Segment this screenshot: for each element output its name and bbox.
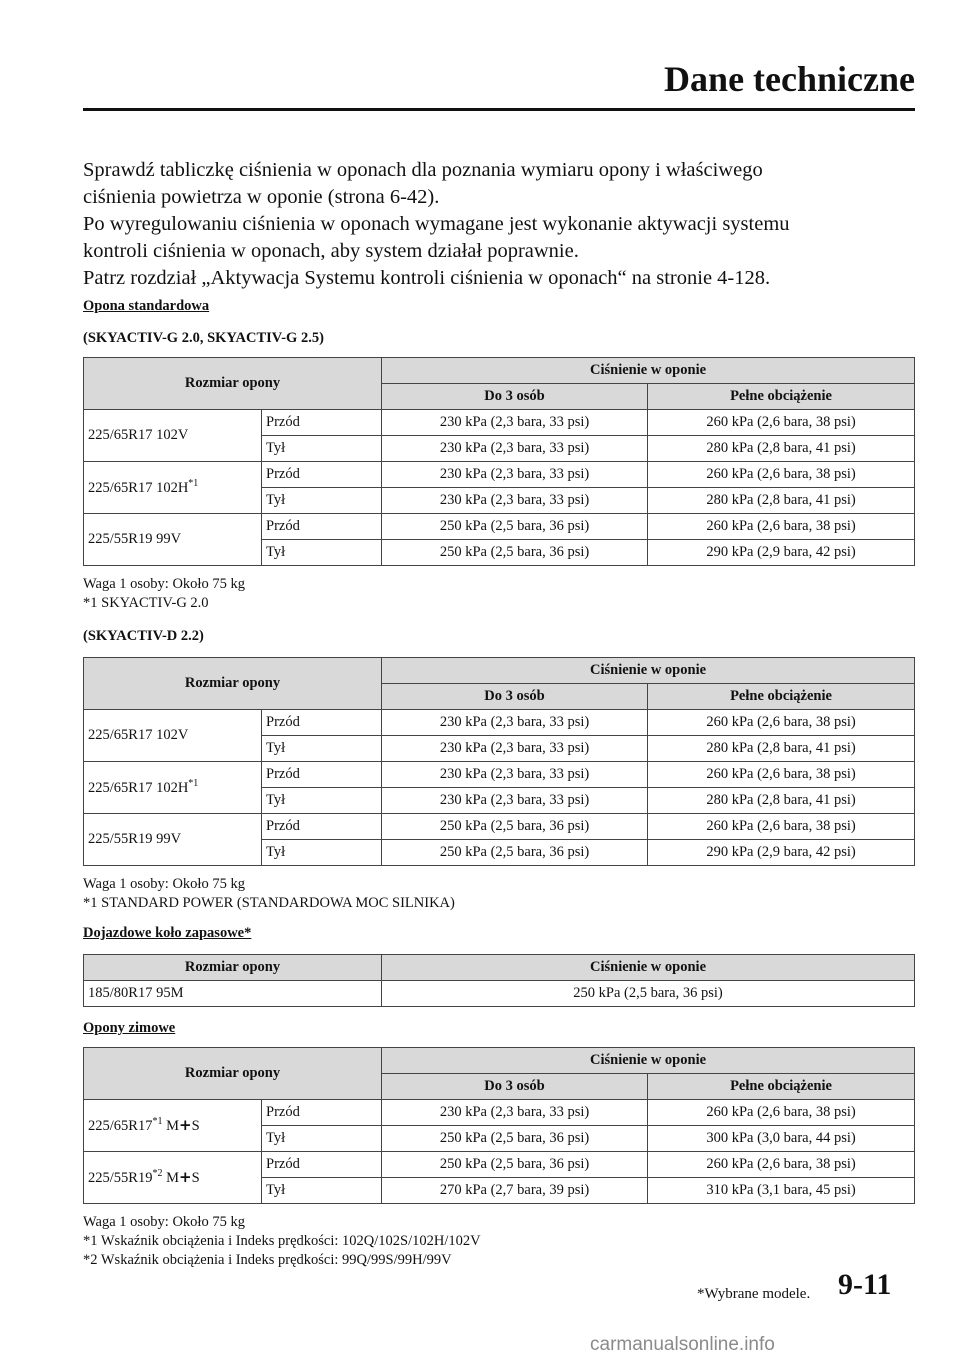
position-rear: Tył [262, 736, 382, 762]
position-rear: Tył [262, 436, 382, 462]
pressure-value: 250 kPa (2,5 bara, 36 psi) [382, 840, 648, 866]
pressure-value: 260 kPa (2,6 bara, 38 psi) [648, 762, 915, 788]
pressure-value: 230 kPa (2,3 bara, 33 psi) [382, 410, 648, 436]
position-front: Przód [262, 462, 382, 488]
position-front: Przód [262, 710, 382, 736]
mud-snow-mark: M+S [166, 1116, 200, 1134]
position-front: Przód [262, 410, 382, 436]
pressure-value: 230 kPa (2,3 bara, 33 psi) [382, 788, 648, 814]
notes-petrol [83, 575, 245, 613]
intro-line: Patrz rozdział „Aktywacja Systemu kontroli ciśnienia w oponach“ na stronie 4-128. [83, 267, 771, 289]
tire-size: 225/55R19$^{*2}$ M+S [84, 1152, 262, 1204]
pressure-value: 230 kPa (2,3 bara, 33 psi) [382, 736, 648, 762]
pressure-value: 250 kPa (2,5 bara, 36 psi) [382, 1126, 648, 1152]
header-divider [83, 108, 915, 111]
page-number: 9-11 [838, 1268, 892, 1301]
col-header-3-persons: Do 3 osób [382, 1074, 648, 1100]
position-rear: Tył [262, 840, 382, 866]
pressure-value: 310 kPa (3,1 bara, 45 psi) [648, 1178, 915, 1204]
table-row [84, 462, 915, 488]
pressure-value: 250 kPa (2,5 bara, 36 psi) [382, 540, 648, 566]
note-line: Waga 1 osoby: Około 75 kg [83, 576, 245, 592]
section-subtitle-diesel: (SKYACTIV-D 2.2) [83, 628, 204, 644]
table-row [84, 410, 915, 436]
tire-size: 225/65R17$^{*1}$ M+S [84, 1100, 262, 1152]
note-line: *1 STANDARD POWER (STANDARDOWA MOC SILNIKA) [83, 895, 455, 911]
pressure-value: 260 kPa (2,6 bara, 38 psi) [648, 814, 915, 840]
section-title-winter: Opony zimowe [83, 1020, 176, 1036]
position-rear: Tył [262, 788, 382, 814]
position-front: Przód [262, 1152, 382, 1178]
pressure-value: 260 kPa (2,6 bara, 38 psi) [648, 462, 915, 488]
col-header-full-load: Pełne obciążenie [648, 684, 915, 710]
pressure-value: 230 kPa (2,3 bara, 33 psi) [382, 1100, 648, 1126]
col-header-full-load: Pełne obciążenie [648, 1074, 915, 1100]
col-header-pressure: Ciśnienie w oponie [382, 358, 915, 384]
pressure-value: 250 kPa (2,5 bara, 36 psi) [382, 1152, 648, 1178]
table-row [84, 1152, 915, 1178]
table-row [84, 710, 915, 736]
tire-size: 225/55R19 99V [84, 814, 262, 866]
pressure-table-winter [83, 1047, 915, 1204]
position-rear: Tył [262, 1126, 382, 1152]
pressure-value: 270 kPa (2,7 bara, 39 psi) [382, 1178, 648, 1204]
note-line: Waga 1 osoby: Około 75 kg [83, 1214, 245, 1230]
tire-size: 225/55R19 99V [84, 514, 262, 566]
note-line: *1 Wskaźnik obciążenia i Indeks prędkości: 102Q/102S/102H/102V [83, 1233, 481, 1249]
position-front: Przód [262, 762, 382, 788]
pressure-value: 260 kPa (2,6 bara, 38 psi) [648, 410, 915, 436]
table-row [84, 814, 915, 840]
col-header-3-persons: Do 3 osób [382, 384, 648, 410]
pressure-value: 280 kPa (2,8 bara, 41 psi) [648, 436, 915, 462]
pressure-value: 260 kPa (2,6 bara, 38 psi) [648, 514, 915, 540]
pressure-value: 260 kPa (2,6 bara, 38 psi) [648, 1100, 915, 1126]
note-line: Waga 1 osoby: Około 75 kg [83, 876, 245, 892]
table-row [84, 514, 915, 540]
col-header-size: Rozmiar opony [84, 658, 382, 710]
pressure-value: 280 kPa (2,8 bara, 41 psi) [648, 736, 915, 762]
pressure-value: 290 kPa (2,9 bara, 42 psi) [648, 540, 915, 566]
position-rear: Tył [262, 1178, 382, 1204]
pressure-value: 230 kPa (2,3 bara, 33 psi) [382, 436, 648, 462]
section-subtitle-petrol: (SKYACTIV-G 2.0, SKYACTIV-G 2.5) [83, 330, 324, 346]
table-row [84, 762, 915, 788]
page-title: Dane techniczne [664, 59, 915, 99]
pressure-table-diesel [83, 657, 915, 866]
col-header-size: Rozmiar opony [84, 1048, 382, 1100]
position-front: Przód [262, 814, 382, 840]
intro-text [83, 157, 923, 292]
table-row [84, 1100, 915, 1126]
intro-line: Po wyregulowaniu ciśnienia w oponach wymagane jest wykonanie aktywacji systemu [83, 213, 790, 235]
section-title-standard: Opona standardowa [83, 298, 210, 314]
col-header-pressure: Ciśnienie w oponie [382, 955, 915, 981]
tire-size: 225/65R17 $102H^{*1}$ [84, 762, 262, 814]
pressure-value: 300 kPa (3,0 bara, 44 psi) [648, 1126, 915, 1152]
pressure-value: 230 kPa (2,3 bara, 33 psi) [382, 762, 648, 788]
pressure-value: 280 kPa (2,8 bara, 41 psi) [648, 788, 915, 814]
col-header-size: Rozmiar opony [84, 955, 382, 981]
pressure-value: 250 kPa (2,5 bara, 36 psi) [382, 814, 648, 840]
col-header-size: Rozmiar opony [84, 358, 382, 410]
position-front: Przód [262, 514, 382, 540]
mud-snow-mark: M+S [166, 1168, 200, 1186]
watermark: carmanualsonline.info [590, 1334, 775, 1355]
pressure-table-petrol [83, 357, 915, 566]
tire-size: 225/65R17 102V [84, 710, 262, 762]
position-front: Przód [262, 1100, 382, 1126]
pressure-value: 290 kPa (2,9 bara, 42 psi) [648, 840, 915, 866]
notes-diesel [83, 875, 455, 913]
pressure-value: 250 kPa (2,5 bara, 36 psi) [382, 981, 915, 1007]
pressure-value: 280 kPa (2,8 bara, 41 psi) [648, 488, 915, 514]
intro-line: ciśnienia powietrza w oponie (strona 6-42). [83, 186, 440, 208]
intro-line: kontroli ciśnienia w oponach, aby system działał poprawnie. [83, 240, 579, 262]
pressure-value: 230 kPa (2,3 bara, 33 psi) [382, 710, 648, 736]
footer-note: *Wybrane modele. [697, 1286, 811, 1302]
position-rear: Tył [262, 488, 382, 514]
pressure-value: 230 kPa (2,3 bara, 33 psi) [382, 462, 648, 488]
section-title-spare: Dojazdowe koło zapasowe* [83, 925, 252, 941]
tire-size: 185/80R17 95M [84, 981, 382, 1007]
intro-line: Sprawdź tabliczkę ciśnienia w oponach dla poznania wymiaru opony i właściwego [83, 159, 763, 181]
pressure-value: 230 kPa (2,3 bara, 33 psi) [382, 488, 648, 514]
note-line: *1 SKYACTIV-G 2.0 [83, 595, 209, 611]
col-header-pressure: Ciśnienie w oponie [382, 1048, 915, 1074]
col-header-pressure: Ciśnienie w oponie [382, 658, 915, 684]
col-header-full-load: Pełne obciążenie [648, 384, 915, 410]
note-line: *2 Wskaźnik obciążenia i Indeks prędkości: 99Q/99S/99H/99V [83, 1252, 452, 1268]
pressure-value: 250 kPa (2,5 bara, 36 psi) [382, 514, 648, 540]
pressure-table-spare [83, 954, 915, 1007]
col-header-3-persons: Do 3 osób [382, 684, 648, 710]
table-row [84, 981, 915, 1007]
pressure-value: 260 kPa (2,6 bara, 38 psi) [648, 710, 915, 736]
pressure-value: 260 kPa (2,6 bara, 38 psi) [648, 1152, 915, 1178]
position-rear: Tył [262, 540, 382, 566]
notes-winter [83, 1213, 481, 1270]
tire-size: 225/65R17 $102H^{*1}$ [84, 462, 262, 514]
tire-size: 225/65R17 102V [84, 410, 262, 462]
